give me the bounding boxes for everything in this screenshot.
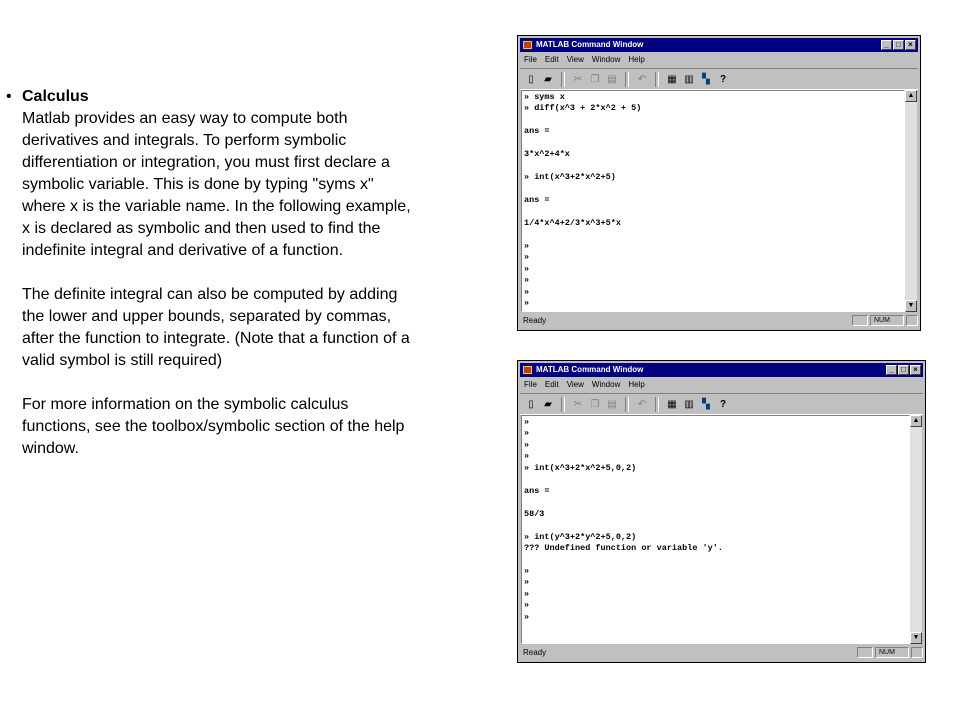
paste-icon[interactable]: ▤ (607, 73, 617, 85)
scroll-down-button[interactable]: ▼ (905, 300, 917, 312)
cut-icon[interactable]: ✂ (573, 73, 583, 85)
minimize-button[interactable]: _ (881, 40, 892, 50)
title-bar[interactable] (520, 363, 923, 377)
title-bar[interactable] (520, 38, 918, 52)
menu-bar (520, 378, 645, 392)
copy-icon[interactable]: ❐ (590, 398, 600, 410)
open-folder-icon[interactable]: ▰ (544, 73, 552, 85)
status-bar (520, 646, 923, 660)
menu-help[interactable]: Help (628, 55, 645, 64)
command-console[interactable]: » » » » » int(x^3+2*x^2+5,0,2) ans = 58/3 » int(y^3+2*y^2+5,0,2) ??? Undefined function or variable 'y'. » » » » » (521, 415, 910, 644)
menu-edit[interactable]: Edit (544, 55, 559, 64)
copy-icon[interactable]: ❐ (590, 73, 600, 85)
open-folder-icon[interactable]: ▰ (544, 398, 552, 410)
scroll-down-button[interactable]: ▼ (910, 632, 922, 644)
path-icon[interactable]: ▥ (684, 73, 694, 85)
menu-window[interactable]: Window (591, 55, 621, 64)
cut-icon[interactable]: ✂ (573, 398, 583, 410)
slide-title: Calculus (22, 88, 89, 105)
bullet: • (6, 88, 12, 105)
workspace-icon[interactable]: ▦ (667, 398, 677, 410)
matlab-command-window-1 (517, 35, 921, 331)
maximize-button[interactable]: □ (893, 40, 904, 50)
vertical-scrollbar[interactable] (910, 415, 922, 644)
simulink-icon[interactable]: ▚ (702, 73, 710, 85)
status-panel-end (911, 647, 923, 658)
menu-file[interactable]: File (524, 55, 537, 64)
workspace-icon[interactable]: ▦ (667, 73, 677, 85)
maximize-button[interactable]: □ (898, 365, 909, 375)
menu-window[interactable]: Window (591, 380, 621, 389)
menu-file[interactable]: File (524, 380, 537, 389)
menu-view[interactable]: View (566, 380, 584, 389)
toolbar (520, 68, 918, 90)
close-button[interactable]: × (910, 365, 921, 375)
menu-view[interactable]: View (566, 55, 584, 64)
path-icon[interactable]: ▥ (684, 398, 694, 410)
matlab-app-icon (523, 366, 532, 374)
status-bar (520, 314, 918, 328)
undo-icon[interactable]: ↶ (637, 73, 647, 85)
minimize-button[interactable]: _ (886, 365, 897, 375)
new-file-icon[interactable]: ▯ (528, 73, 534, 85)
simulink-icon[interactable]: ▚ (702, 398, 710, 410)
status-ready: Ready (523, 316, 547, 325)
menu-edit[interactable]: Edit (544, 380, 559, 389)
command-console[interactable]: » syms x » diff(x^3 + 2*x^2 + 5) ans = 3*x^2+4*x » int(x^3+2*x^2+5) ans = 1/4*x^4+2/3*x^3+5*x » » » » » » (521, 90, 905, 312)
help-icon[interactable]: ? (719, 73, 727, 85)
scroll-up-button[interactable]: ▲ (905, 90, 917, 102)
matlab-command-window-2 (517, 360, 926, 663)
paste-icon[interactable]: ▤ (607, 398, 617, 410)
paragraph-definite-integral: The definite integral can also be computed by adding the lower and upper bounds, separated by commas, after the function to integrate. (Note that a function of a valid symbol is still required) (22, 286, 410, 369)
matlab-app-icon (523, 41, 532, 49)
status-panel-end (906, 315, 918, 326)
undo-icon[interactable]: ↶ (637, 398, 647, 410)
slide-text (6, 86, 412, 460)
menu-help[interactable]: Help (628, 380, 645, 389)
paragraph-derivatives: Matlab provides an easy way to compute both derivatives and integrals. To perform symbolic differentiation or integration, you must first declare a symbolic variable. This is done by typing "syms x" where x is the variable name. In the following example, x is declared as symbolic and then used to find the indefinite integral and derivative of a function. (22, 110, 411, 259)
close-button[interactable]: × (905, 40, 916, 50)
vertical-scrollbar[interactable] (905, 90, 917, 312)
status-panel-blank (857, 647, 873, 658)
status-num: NUM (875, 647, 909, 658)
status-ready: Ready (523, 648, 547, 657)
status-panel-blank (852, 315, 868, 326)
window-title: MATLAB Command Window (536, 365, 644, 374)
scroll-up-button[interactable]: ▲ (910, 415, 922, 427)
paragraph-more-info: For more information on the symbolic calculus functions, see the toolbox/symbolic section of the help window. (22, 396, 405, 457)
new-file-icon[interactable]: ▯ (528, 398, 534, 410)
status-num: NUM (870, 315, 904, 326)
help-icon[interactable]: ? (719, 398, 727, 410)
toolbar (520, 393, 923, 415)
window-title: MATLAB Command Window (536, 40, 644, 49)
menu-bar (520, 53, 645, 67)
